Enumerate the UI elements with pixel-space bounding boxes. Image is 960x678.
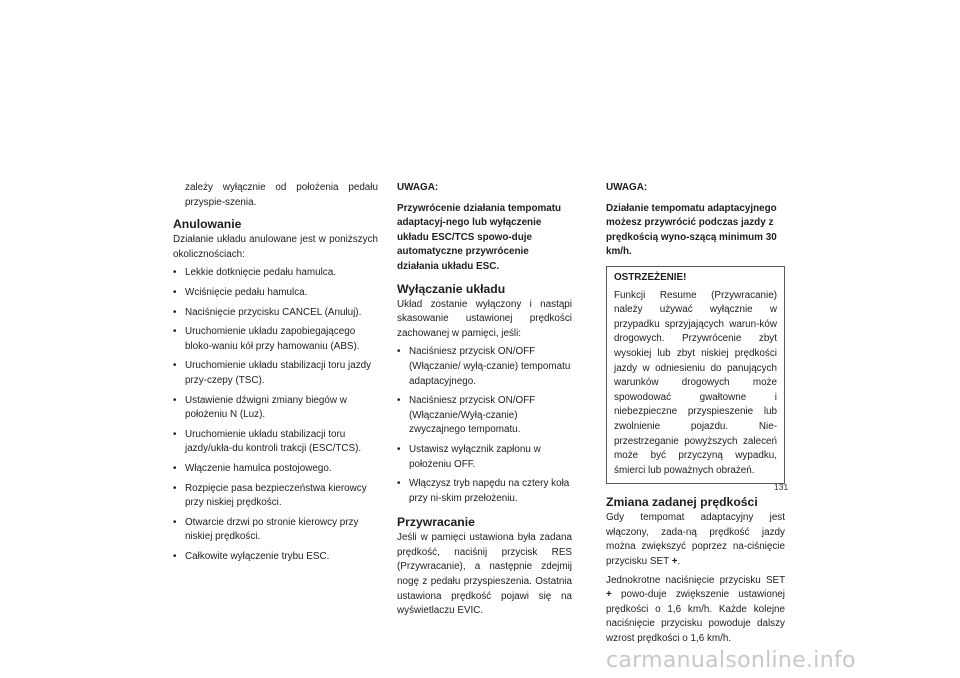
plus-icon: + <box>606 589 612 601</box>
warning-box <box>606 266 785 484</box>
para-zmiana-1: Gdy tempomat adaptacyjny jest włączony, zada-ną prędkość jazdy można zwiększyć poprzez na-ciśnięcie przycisku SET +. <box>606 512 785 568</box>
list-item: • Uruchomienie układu zapobiegającego bloko-waniu kół przy hamowaniu (ABS). <box>173 326 360 352</box>
intro-anulowanie: Działanie układu anulowane jest w poniższych okolicznościach: <box>173 234 378 260</box>
list-item: • Uruchomienie układu stabilizacji toru jazdy/ukła-du kontroli trakcji (ESC/TCS). <box>173 428 362 455</box>
heading-zmiana: Zmiana zadanej prędkości <box>606 495 758 510</box>
watermark: carmanualsonline.info <box>606 648 856 673</box>
warning-title: OSTRZEŻENIE! <box>614 271 687 283</box>
list-item: • Ustawisz wyłącznik zapłonu w położeniu OFF. <box>397 443 541 470</box>
continuation-text: zależy wyłącznie od położenia pedału przyspie-szenia. <box>185 182 378 208</box>
note-text: Działanie tempomatu adaptacyjnego możesz przywrócić podczas jazdy z prędkością wyno-szącą minimum 30 km/h. <box>606 202 777 258</box>
list-item: • Otwarcie drzwi po stronie kierowcy przy niskiej prędkości. <box>173 516 359 543</box>
plus-icon: + <box>671 556 678 568</box>
column-left <box>173 181 378 569</box>
list-item: • Wciśnięcie pedału hamulca. <box>173 286 308 298</box>
warning-text: Funkcji Resume (Przywracanie) należy używać wyłącznie w przypadku sprzyjających warun-ków drogowych. Przywrócenie zbyt wysokiej lub zbyt niskiej prędkości jazdy w odniesieniu do panujących warunków drogowych może spowodować gwałtowne i niebezpieczne przyspieszenie lub zwolnienie pojazdu. Nie-przestrzeganie powyższych zaleceń może być przyczyną wypadku, śmierci lub poważnych obrażeń. <box>614 289 777 476</box>
bullet-list-anulowanie <box>173 266 378 564</box>
list-item: • Włączenie hamulca postojowego. <box>173 462 332 474</box>
column-middle <box>397 181 572 619</box>
intro-wylaczanie: Układ zostanie wyłączony i nastąpi skasowanie ustawionej prędkości zachowanej w pamięci, jeśli: <box>397 298 572 339</box>
para-zmiana-2: Jednokrotne naciśnięcie przycisku SET + powo-duje zwiększenie ustawionej prędkości o 1,6 km/h. Każde kolejne naciśnięcie przycisku powoduje dalszy wzrost prędkości o 1,6 km/h. <box>606 574 785 645</box>
note-label: UWAGA: <box>397 182 439 193</box>
list-item: • Naciśniesz przycisk ON/OFF (Włączanie/ wyłą-czanie) tempomatu adaptacyjnego. <box>397 346 571 387</box>
page-number: 131 <box>774 482 789 492</box>
list-item: • Całkowite wyłączenie trybu ESC. <box>173 550 330 562</box>
list-item: • Naciśnięcie przycisku CANCEL (Anuluj). <box>173 306 362 318</box>
heading-wylaczanie: Wyłączanie układu <box>397 281 506 296</box>
list-item: • Ustawienie dźwigni zmiany biegów w położeniu N (Luz). <box>173 394 347 421</box>
bullet-list-wylaczanie <box>397 345 572 506</box>
para-przywracanie: Jeśli w pamięci ustawiona była zadana prędkość, naciśnij przycisk RES (Przywracanie), a następnie zdejmij nogę z pedału przyspieszenia. Ostatnia ustawiona prędkość pojawi się na wyświetlaczu EVIC. <box>397 532 572 617</box>
note-text: Przywrócenie działania tempomatu adaptacyj-nego lub wyłączenie układu ESC/TCS spowo-duje automatyczne przywrócenie działania układu ESC. <box>397 202 562 272</box>
list-item: • Włączysz tryb napędu na cztery koła przy ni-skim przełożeniu. <box>397 478 570 504</box>
column-right <box>606 181 785 647</box>
heading-anulowanie: Anulowanie <box>173 217 242 232</box>
list-item: • Naciśniesz przycisk ON/OFF (Włączanie/Wyłą-czanie) zwyczajnego tempomatu. <box>397 395 536 436</box>
note-label: UWAGA: <box>606 182 648 193</box>
list-item: • Rozpięcie pasa bezpieczeństwa kierowcy przy niskiej prędkości. <box>173 482 367 509</box>
list-item: • Uruchomienie układu stabilizacji toru jazdy przy-czepy (TSC). <box>173 360 372 386</box>
heading-przywracanie: Przywracanie <box>397 515 475 530</box>
list-item: • Lekkie dotknięcie pedału hamulca. <box>173 267 336 279</box>
